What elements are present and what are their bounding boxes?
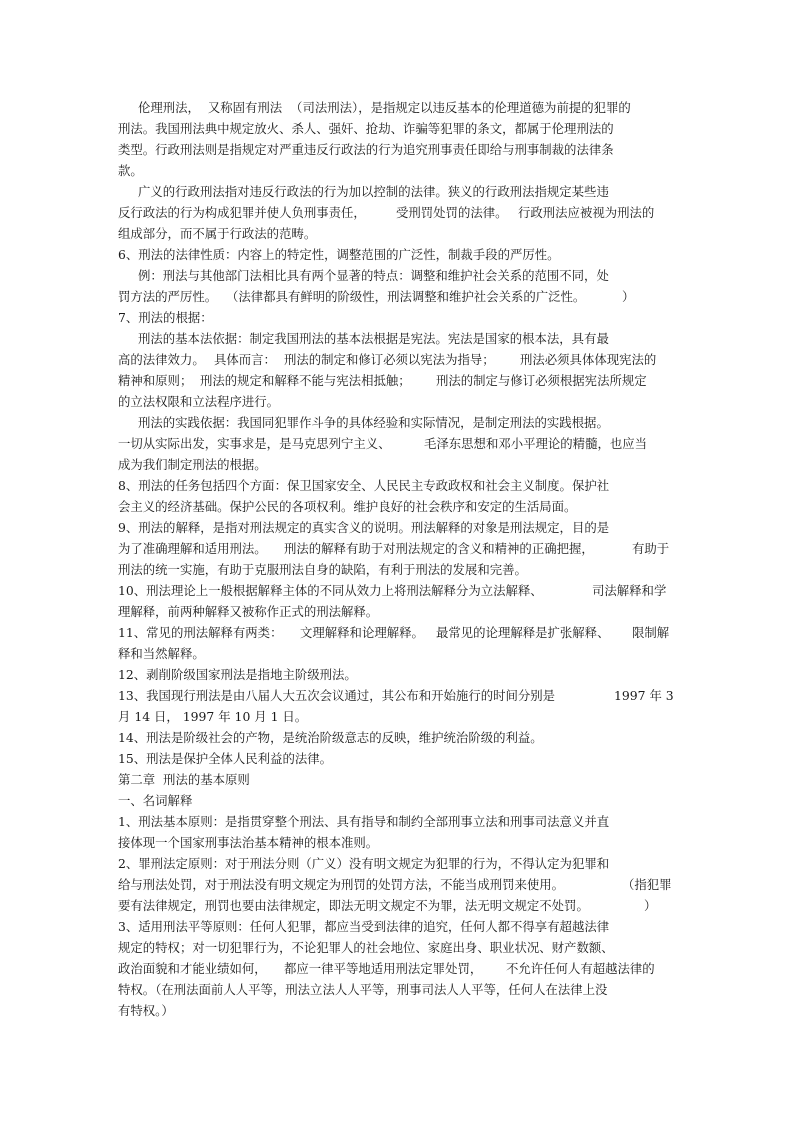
text-line bbox=[0, 959, 792, 979]
text-segment: 13、我国现行刑法是由八届人大五次会议通过，其公布和开始施行的时间分别是 bbox=[118, 688, 556, 703]
text-segment: 为了准确理解和适用刑法。 bbox=[118, 541, 267, 556]
text-line bbox=[0, 413, 792, 433]
text-segment: 一、名词解释 bbox=[118, 793, 193, 808]
text-segment: 刑法的实践依据：我国同犯罪作斗争的具体经验和实际情况，是制定刑法的实践根据。 bbox=[138, 415, 609, 430]
text-line bbox=[0, 161, 792, 181]
text-segment: 广义的行政刑法指对违反行政法的行为加以控制的法律。狭义的行政刑法指规定某些违 bbox=[138, 184, 609, 199]
text-line bbox=[0, 980, 792, 1000]
text-segment: 款。 bbox=[118, 163, 143, 178]
text-segment: 组成部分，而不属于行政法的范畴。 bbox=[118, 226, 317, 241]
text-segment: 类型。行政刑法则是指规定对严重违反行政法的行为追究刑事责任即给与刑事制裁的法律条 bbox=[118, 142, 614, 157]
text-segment: 给与刑法处罚，对于刑法没有明文规定为刑罚的处罚方法，不能当成刑罚来使用。 bbox=[118, 877, 565, 892]
text-segment: 8、刑法的任务包括四个方面：保卫国家安全、人民民主专政政权和社会主义制度。保护社 bbox=[118, 478, 610, 493]
text-line bbox=[0, 581, 792, 601]
text-segment: 3、适用刑法平等原则：任何人犯罪，都应当受到法律的追究，任何人都不得享有超越法律 bbox=[118, 919, 610, 934]
text-segment: 受刑罚处罚的法律。 bbox=[396, 205, 508, 220]
text-line bbox=[0, 476, 792, 496]
text-line bbox=[0, 98, 792, 118]
text-segment: 成为我们制定刑法的根据。 bbox=[118, 457, 267, 472]
text-line bbox=[0, 539, 792, 559]
text-segment: 都应一律平等地适用刑法定罪处罚， bbox=[284, 961, 483, 976]
text-line bbox=[0, 728, 792, 748]
text-segment: 15、刑法是保护全体人民利益的法律。 bbox=[118, 751, 333, 766]
text-segment: 第二章 刑法的基本原则 bbox=[118, 772, 250, 787]
text-line bbox=[0, 854, 792, 874]
text-segment: 14、刑法是阶级社会的产物，是统治阶级意志的反映，维护统治阶级的利益。 bbox=[118, 730, 543, 745]
text-segment: 一切从实际出发，实事求是，是马克思列宁主义、 bbox=[118, 436, 391, 451]
text-segment: 11、常见的刑法解释有两类： bbox=[118, 625, 283, 640]
text-segment: 刑法的制定与修订必须根据宪法所规定 bbox=[436, 373, 647, 388]
text-segment: 不允许任何人有超越法律的 bbox=[506, 961, 655, 976]
text-segment: 接体现一个国家刑事法治基本精神的根本准则。 bbox=[118, 835, 379, 850]
text-line bbox=[0, 455, 792, 475]
text-segment: 特权。（在刑法面前人人平等，刑法立法人人平等，刑事司法人人平等，任何人在法律上没 bbox=[118, 982, 608, 997]
text-segment: 2、罪刑法定原则：对于刑法分则（广义）没有明文规定为犯罪的行为，不得认定为犯罪和 bbox=[118, 856, 610, 871]
text-segment: 罚方法的严厉性。 bbox=[118, 289, 218, 304]
text-segment: 规定的特权；对一切犯罪行为，不论犯罪人的社会地位、家庭出身、职业状况、财产数额、 bbox=[118, 940, 614, 955]
text-line bbox=[0, 497, 792, 517]
text-line bbox=[0, 518, 792, 538]
text-line bbox=[0, 665, 792, 685]
text-line bbox=[0, 119, 792, 139]
text-segment: 限制解 bbox=[632, 625, 670, 640]
text-segment: 刑法的规定和解释不能与宪法相抵触； bbox=[200, 373, 411, 388]
text-line bbox=[0, 350, 792, 370]
text-segment: 文理解释和论理解释。 bbox=[300, 625, 424, 640]
text-line bbox=[0, 812, 792, 832]
text-segment: 1、刑法基本原则：是指贯穿整个刑法、具有指导和制约全部刑事立法和刑事司法意义并直 bbox=[118, 814, 610, 829]
text-segment: 12、剥削阶级国家刑法是指地主阶级刑法。 bbox=[118, 667, 357, 682]
text-segment: 刑法的基本法依据：制定我国刑法的基本法根据是宪法。宪法是国家的根本法，具有最 bbox=[138, 331, 609, 346]
text-segment: 行政刑法应被视为刑法的 bbox=[518, 205, 655, 220]
text-segment: 伦理刑法， 又称固有刑法 （司法刑法），是指规定以违反基本的伦理道德为前提的犯罪的 bbox=[138, 100, 631, 115]
text-segment: 的立法权限和立法程序进行。 bbox=[118, 394, 280, 409]
text-line bbox=[0, 329, 792, 349]
text-line bbox=[0, 833, 792, 853]
text-line bbox=[0, 938, 792, 958]
text-line bbox=[0, 749, 792, 769]
text-segment: 有助于 bbox=[632, 541, 670, 556]
text-segment: 理解释，前两种解释又被称作正式的刑法解释。 bbox=[118, 604, 379, 619]
text-line bbox=[0, 287, 792, 307]
text-segment: ） bbox=[644, 898, 657, 913]
text-segment: 政治面貌和才能业绩如何， bbox=[118, 961, 267, 976]
text-segment: 6、刑法的法律性质：内容上的特定性，调整范围的广泛性，制裁手段的严厉性。 bbox=[118, 247, 560, 262]
text-segment: 9、刑法的解释，是指对刑法规定的真实含义的说明。刑法解释的对象是刑法规定，目的是 bbox=[118, 520, 610, 535]
text-segment: 毛泽东思想和邓小平理论的精髓，也应当 bbox=[424, 436, 648, 451]
text-line bbox=[0, 602, 792, 622]
text-segment: （指犯罪 bbox=[622, 877, 672, 892]
text-segment: 刑法的制定和修订必须以宪法为指导； bbox=[284, 352, 495, 367]
text-segment: ） bbox=[622, 289, 635, 304]
text-segment: 要有法律规定，刑罚也要由法律规定，即法无明文规定不为罪，法无明文规定不处罚。 bbox=[118, 898, 589, 913]
text-segment: 刑法。我国刑法典中规定放火、杀人、强奸、抢劫、诈骗等犯罪的条文，都属于伦理刑法的 bbox=[118, 121, 614, 136]
text-segment: 精神和原则； bbox=[118, 373, 193, 388]
text-line bbox=[0, 224, 792, 244]
text-line bbox=[0, 434, 792, 454]
text-segment: 10、刑法理论上一般根据解释主体的不同从效力上将刑法解释分为立法解释、 bbox=[118, 583, 543, 598]
section-heading bbox=[0, 791, 792, 811]
text-segment: 司法解释和学 bbox=[592, 583, 667, 598]
text-line bbox=[0, 686, 792, 706]
text-line bbox=[0, 182, 792, 202]
text-segment: 例：刑法与其他部门法相比具有两个显著的特点：调整和维护社会关系的范围不同，处 bbox=[138, 268, 609, 283]
text-line bbox=[0, 203, 792, 223]
text-segment: 7、刑法的根据： bbox=[118, 310, 213, 325]
text-line bbox=[0, 308, 792, 328]
text-line bbox=[0, 266, 792, 286]
text-segment: 最常见的论理解释是扩张解释、 bbox=[436, 625, 610, 640]
text-segment: 有特权。） bbox=[118, 1003, 174, 1018]
text-line bbox=[0, 392, 792, 412]
text-segment: （法律都具有鲜明的阶级性，刑法调整和维护社会关系的广泛性。 bbox=[226, 289, 586, 304]
text-segment: 月 14 日， 1997 年 10 月 1 日。 bbox=[118, 709, 308, 724]
text-segment: 反行政法的行为构成犯罪并使人负刑事责任， bbox=[118, 205, 366, 220]
text-segment: 1997 年 3 bbox=[614, 688, 674, 703]
text-line bbox=[0, 917, 792, 937]
text-segment: 刑法的解释有助于对刑法规定的含义和精神的正确把握， bbox=[284, 541, 594, 556]
text-segment: 高的法律效力。 bbox=[118, 352, 205, 367]
text-line bbox=[0, 560, 792, 580]
text-segment: 释和当然解释。 bbox=[118, 646, 205, 661]
text-line bbox=[0, 644, 792, 664]
text-segment: 刑法必须具体体现宪法的 bbox=[520, 352, 657, 367]
text-line bbox=[0, 1001, 792, 1021]
text-line bbox=[0, 245, 792, 265]
text-line bbox=[0, 707, 792, 727]
text-segment: 会主义的经济基础。保护公民的各项权利。维护良好的社会秩序和安定的生活局面。 bbox=[118, 499, 577, 514]
text-line bbox=[0, 875, 792, 895]
text-line bbox=[0, 371, 792, 391]
chapter-heading bbox=[0, 770, 792, 790]
text-segment: 具体而言： bbox=[214, 352, 276, 367]
text-line bbox=[0, 896, 792, 916]
text-line bbox=[0, 623, 792, 643]
text-segment: 刑法的统一实施，有助于克服刑法自身的缺陷，有利于刑法的发展和完善。 bbox=[118, 562, 527, 577]
text-line bbox=[0, 140, 792, 160]
